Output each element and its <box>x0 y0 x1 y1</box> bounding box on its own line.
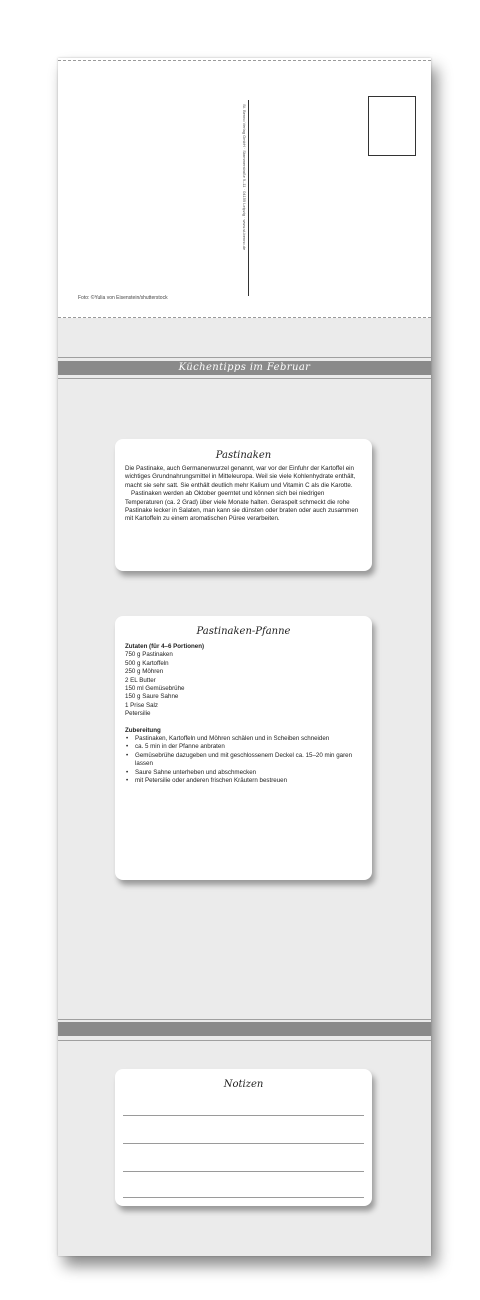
ingredient-item: Petersilie <box>125 710 151 718</box>
ingredient-item: 500 g Kartoffeln <box>125 659 169 667</box>
header-band-title: Küchentipps im Februar <box>178 362 311 373</box>
card-paragraph: Pastinaken werden ab Oktober geerntet und können sich bei niedrigen Temperaturen (ca. 2 Grad) über viele Monate halten. Geraspelt schmeckt die rohe Pastinake lecker in Salaten, man kann sie dünsten oder braten oder auch zusammen mit Kartoffeln zu einem aromatischen Püree verarbeiten. <box>125 490 359 523</box>
perforation-line <box>58 60 431 61</box>
notes-card <box>115 1069 372 1206</box>
card-title: Pastinaken <box>215 450 272 461</box>
steps-list <box>125 735 360 785</box>
ingredient-item: 250 g Möhren <box>125 668 164 676</box>
ingredient-item: 150 ml Gemüsebrühe <box>125 685 185 693</box>
stamp-box <box>368 96 416 156</box>
note-line <box>123 1115 364 1116</box>
lower-band <box>58 1022 431 1036</box>
recipe-body <box>115 637 372 786</box>
bullet-icon: • <box>126 751 129 759</box>
photo-credit: Foto: ©Yulia von Eisenstein/shutterstock <box>78 295 168 301</box>
step-item: • Saure Sahne unterheben und abschmecken <box>126 768 257 776</box>
publisher-line: St. Benno Verlag GmbH · Stammerstraße 9–11 · 04159 Leipzig · www.st-benno.de <box>242 104 247 251</box>
ingredient-item: 1 Prise Salz <box>125 701 159 709</box>
recipe-card <box>115 616 372 880</box>
ingredient-item: 150 g Saure Sahne <box>125 693 179 701</box>
band-rule <box>58 1019 431 1020</box>
header-band <box>58 361 431 375</box>
step-item: • ca. 5 min in der Pfanne anbraten <box>126 743 225 751</box>
step-item: • Gemüsebrühe dazugeben und mit geschlossenem Deckel ca. 15–20 min garen lassen <box>126 751 353 768</box>
address-divider <box>248 100 249 296</box>
info-card <box>115 439 372 571</box>
band-rule <box>58 1040 431 1041</box>
perforation-line <box>58 317 431 318</box>
notes-title: Notizen <box>223 1079 264 1090</box>
ingredient-item: 2 EL Butter <box>125 676 156 684</box>
steps-heading: Zubereitung <box>125 726 161 734</box>
card-paragraph: Die Pastinake, auch Germanenwurzel genannt, war vor der Einfuhr der Kartoffel ein wichtiges Grundnahrungsmittel in Mitteleuropa. Weil sie viele Kohlenhydrate enthält, macht sie sehr satt. Sie enthält deutlich mehr Kalium und Vitamin C als die Karotte. <box>125 465 356 489</box>
bullet-icon: • <box>126 735 129 743</box>
bullet-icon: • <box>126 768 129 776</box>
step-item: • Pastinaken, Kartoffeln und Möhren schälen und in Scheiben schneiden <box>126 735 330 743</box>
calendar-page <box>58 58 431 1256</box>
postcard <box>58 58 431 318</box>
bullet-icon: • <box>126 777 129 785</box>
step-item: • mit Petersilie oder anderen frischen Kräutern bestreuen <box>126 777 288 785</box>
note-line <box>123 1171 364 1172</box>
bullet-icon: • <box>126 743 129 751</box>
ingredient-item: 750 g Pastinaken <box>125 651 173 659</box>
recipe-title: Pastinaken-Pfanne <box>196 626 291 637</box>
band-rule <box>58 378 431 379</box>
note-line <box>123 1143 364 1144</box>
band-rule <box>58 357 431 358</box>
ingredients-heading: Zutaten (für 4–6 Portionen) <box>125 643 205 650</box>
card-body <box>115 461 372 524</box>
note-line <box>123 1197 364 1198</box>
